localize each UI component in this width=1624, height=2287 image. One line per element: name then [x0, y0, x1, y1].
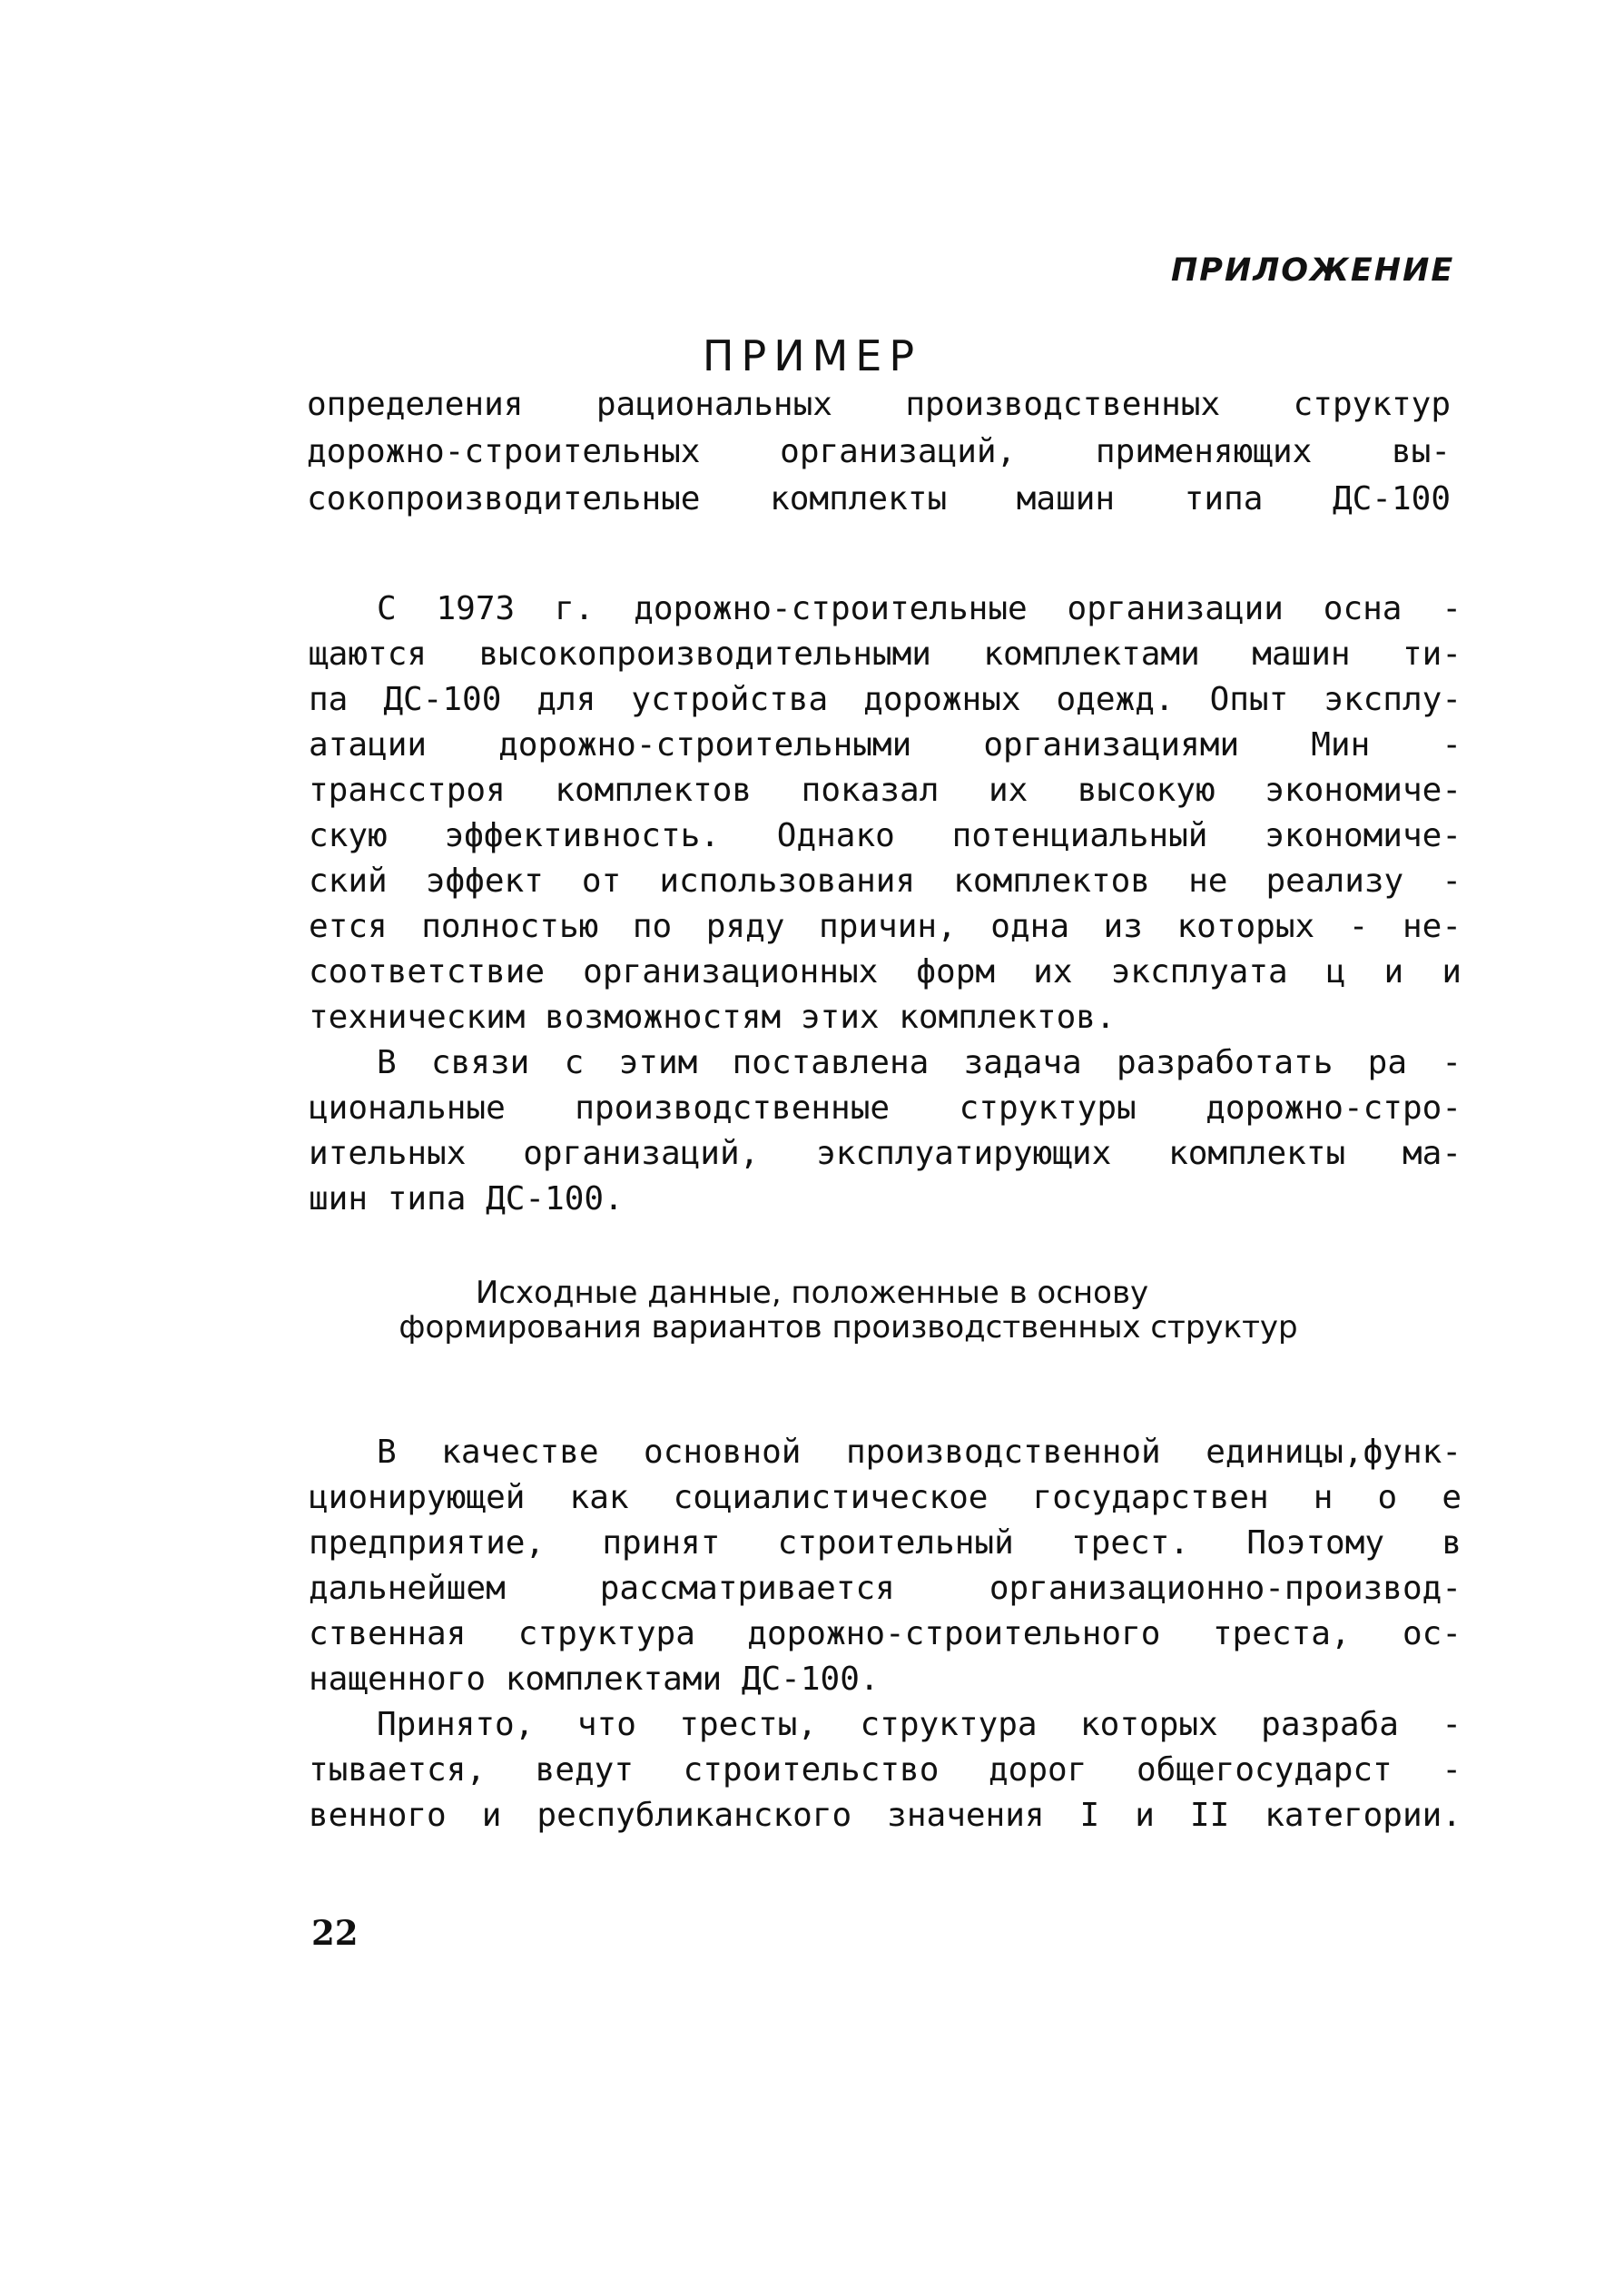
paragraph-line: техническим возможностям этих комплектов. — [309, 999, 1116, 1036]
paragraph-intro — [309, 587, 1462, 1040]
subtitle-line: дорожно-строительных организаций, применяющих вы- — [307, 433, 1451, 470]
paragraph-line: ственная структура дорожно-строительного треста, ос- — [309, 1615, 1462, 1652]
paragraph-line: атации дорожно-строительными организациями Мин - — [309, 726, 1462, 764]
subtitle-line: сокопроизводительные комплекты машин типа ДС-100 — [307, 480, 1451, 518]
paragraph-line: ский эффект от использования комплектов не реализу - — [309, 863, 1462, 900]
paragraph-line: нащенного комплектами ДС-100. — [309, 1661, 880, 1698]
paragraph-line: С 1973 г. дорожно-строительные организации осна - — [377, 590, 1462, 627]
page-number: 22 — [311, 1913, 359, 1953]
paragraph-base-unit — [309, 1430, 1462, 1702]
paragraph-line: ительных организаций, эксплуатирующих комплекты ма- — [309, 1135, 1462, 1172]
section-heading — [0, 1276, 1624, 1345]
paragraph-line: предприятие, принят строительный трест. Поэтому в — [309, 1524, 1462, 1562]
section-heading-line: формирования вариантов производственных структур — [399, 1309, 1298, 1346]
paragraph-line: соответствие организационных форм их эксплуата ц и и — [309, 953, 1462, 991]
section-heading-line: Исходные данные, положенные в основу — [475, 1275, 1149, 1311]
paragraph-line: шин типа ДС-100. — [309, 1180, 624, 1217]
paragraph-line: тывается, ведут строительство дорог общегосударст - — [309, 1751, 1462, 1789]
paragraph-line: В качестве основной производственной единицы,функ- — [377, 1434, 1462, 1471]
paragraph-line: Принято, что тресты, структура которых разраба - — [377, 1706, 1462, 1743]
paragraph-task — [309, 1040, 1462, 1222]
subtitle — [307, 381, 1451, 523]
paragraph-line: дальнейшем рассматривается организационно-производ- — [309, 1570, 1462, 1607]
paragraph-line: скую эффективность. Однако потенциальный экономиче- — [309, 817, 1462, 854]
page-title: ПРИМЕР — [702, 331, 922, 380]
appendix-label: ПРИЛОЖЕНИЕ — [1171, 252, 1455, 289]
paragraph-line: циональные производственные структуры дорожно-стро- — [309, 1089, 1462, 1127]
paragraph-line: В связи с этим поставлена задача разработать ра - — [377, 1044, 1462, 1081]
paragraph-line: ционирующей как социалистическое государствен н о е — [309, 1479, 1462, 1516]
paragraph-trusts — [309, 1702, 1462, 1838]
subtitle-line: определения рациональных производственных структур — [307, 386, 1451, 423]
paragraph-line: трансстроя комплектов показал их высокую экономиче- — [309, 772, 1462, 809]
paragraph-line: венного и республиканского значения I и II категории. — [309, 1797, 1462, 1834]
paragraph-line: ется полностью по ряду причин, одна из которых - не- — [309, 908, 1462, 945]
paragraph-line: па ДС-100 для устройства дорожных одежд. Опыт эксплу- — [309, 681, 1462, 718]
paragraph-line: щаются высокопроизводительными комплектами машин ти- — [309, 636, 1462, 673]
